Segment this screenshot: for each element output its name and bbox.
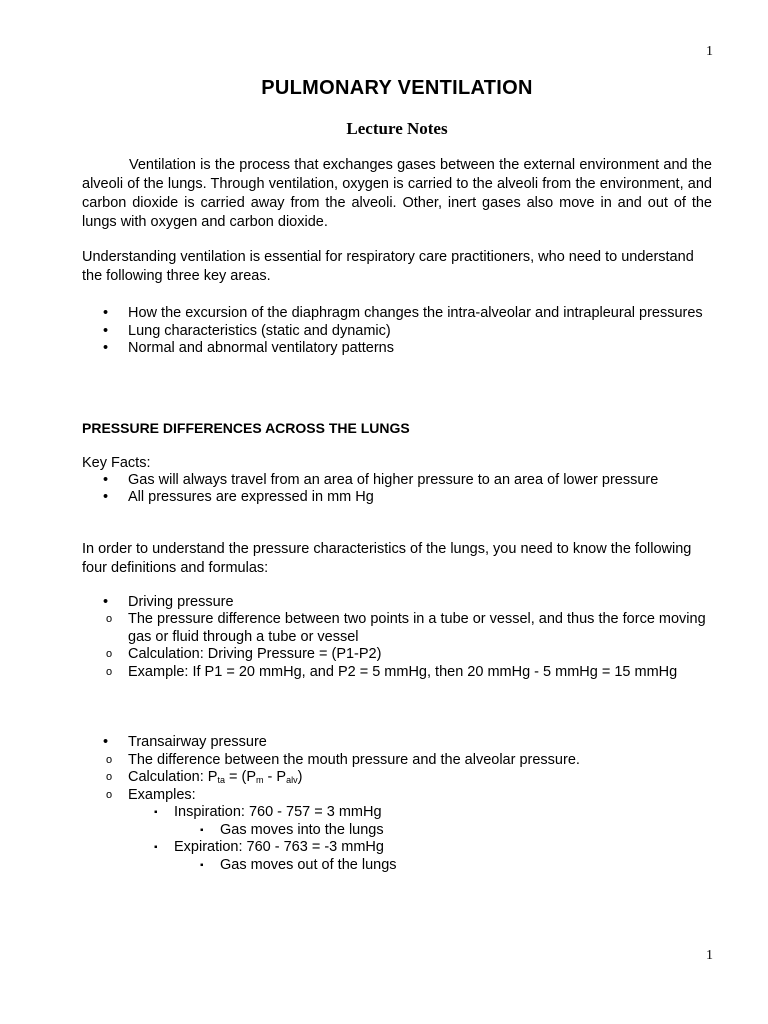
list-item: ▪ Gas moves into the lungs <box>200 821 384 838</box>
circle-bullet-icon: o <box>106 648 113 660</box>
driving-pressure-item <box>82 594 712 682</box>
driving-pressure-label: Driving pressure <box>128 593 234 610</box>
page-number-bottom: 1 <box>706 948 713 963</box>
square-bullet-icon: ▪ <box>154 842 158 853</box>
understanding-paragraph: Understanding ventilation is essential for respiratory care practitioners, who need to understand the following three key areas. <box>82 249 694 284</box>
list-item: ▪ Gas moves out of the lungs <box>200 856 397 873</box>
list-item: • Normal and abnormal ventilatory patterns <box>103 340 394 356</box>
key-facts-label: Key Facts: <box>82 454 151 471</box>
circle-bullet-icon: o <box>106 613 113 625</box>
inspiration-sublist <box>128 822 712 840</box>
list-item: o Examples: ▪ Inspiration: 760 - 757 = 3 mmHg ▪ Gas moves into the lungs ▪ Expiration: 760 - 763 = -3 mmHg ▪ Gas moves out of the lungs <box>82 787 712 875</box>
transairway-sublist <box>82 752 712 875</box>
definitions-list <box>82 594 712 875</box>
document-subtitle: Lecture Notes <box>346 119 448 138</box>
examples-sublist <box>82 804 712 874</box>
square-bullet-icon: ▪ <box>200 824 204 836</box>
list-item: ▪ Inspiration: 760 - 757 = 3 mmHg ▪ Gas moves into the lungs <box>128 804 712 839</box>
bullet-icon: • <box>103 593 109 610</box>
square-bullet-icon: ▪ <box>154 807 158 818</box>
list-item: ▪ Expiration: 760 - 763 = -3 mmHg ▪ Gas moves out of the lungs <box>128 839 712 874</box>
key-areas-list <box>82 305 712 358</box>
list-item: • All pressures are expressed in mm Hg <box>103 489 374 505</box>
list-item: • Gas will always travel from an area of higher pressure to an area of lower pressure <box>103 471 659 488</box>
section-heading: PRESSURE DIFFERENCES ACROSS THE LUNGS <box>82 419 410 436</box>
key-facts-list <box>82 472 712 507</box>
intro-paragraph: Ventilation is the process that exchanges gases between the external environment and the alveoli of the lungs. Through ventilation, oxygen is carried to the alveoli from the environment, and carbon dioxide is carried away from the alveoli. Other, inert gases also move in and out of the lungs with oxygen and carbon dioxide. <box>82 157 712 230</box>
bullet-icon: • <box>103 305 109 321</box>
bullet-icon: • <box>103 322 109 339</box>
document-body <box>82 76 712 874</box>
list-item: • How the excursion of the diaphragm changes the intra-alveolar and intrapleural pressures <box>103 305 703 321</box>
page-number-top: 1 <box>706 44 713 59</box>
bullet-icon: • <box>103 340 109 356</box>
circle-bullet-icon: o <box>106 665 113 678</box>
bullet-icon: • <box>103 489 109 505</box>
document-title: PULMONARY VENTILATION <box>261 77 533 99</box>
definitions-paragraph: In order to understand the pressure characteristics of the lungs, you need to know the following four definitions and formulas: <box>82 540 692 576</box>
circle-bullet-icon: o <box>106 753 113 766</box>
bullet-icon: • <box>103 471 109 488</box>
list-item: o Example: If P1 = 20 mmHg, and P2 = 5 mmHg, then 20 mmHg - 5 mmHg = 15 mmHg <box>106 663 678 680</box>
list-item <box>82 769 712 787</box>
circle-bullet-icon: o <box>106 771 113 783</box>
list-item: o Calculation: Driving Pressure = (P1-P2) <box>106 646 382 662</box>
transairway-pressure-item <box>82 734 712 874</box>
square-bullet-icon: ▪ <box>200 859 204 871</box>
list-item: o The pressure difference between two points in a tube or vessel, and thus the force moving gas or fluid through a tube or vessel <box>106 611 706 645</box>
expiration-sublist <box>128 857 712 875</box>
list-item: • Lung characteristics (static and dynamic) <box>103 322 391 339</box>
transairway-pressure-label: Transairway pressure <box>128 734 267 750</box>
circle-bullet-icon: o <box>106 788 113 801</box>
list-item: o The difference between the mouth pressure and the alveolar pressure. <box>106 751 580 768</box>
calculation-formula: Calculation: $P_{ta} = (P_m - P_{alv})$ <box>128 769 303 785</box>
bullet-icon: • <box>103 734 109 750</box>
driving-pressure-sublist <box>82 611 712 681</box>
